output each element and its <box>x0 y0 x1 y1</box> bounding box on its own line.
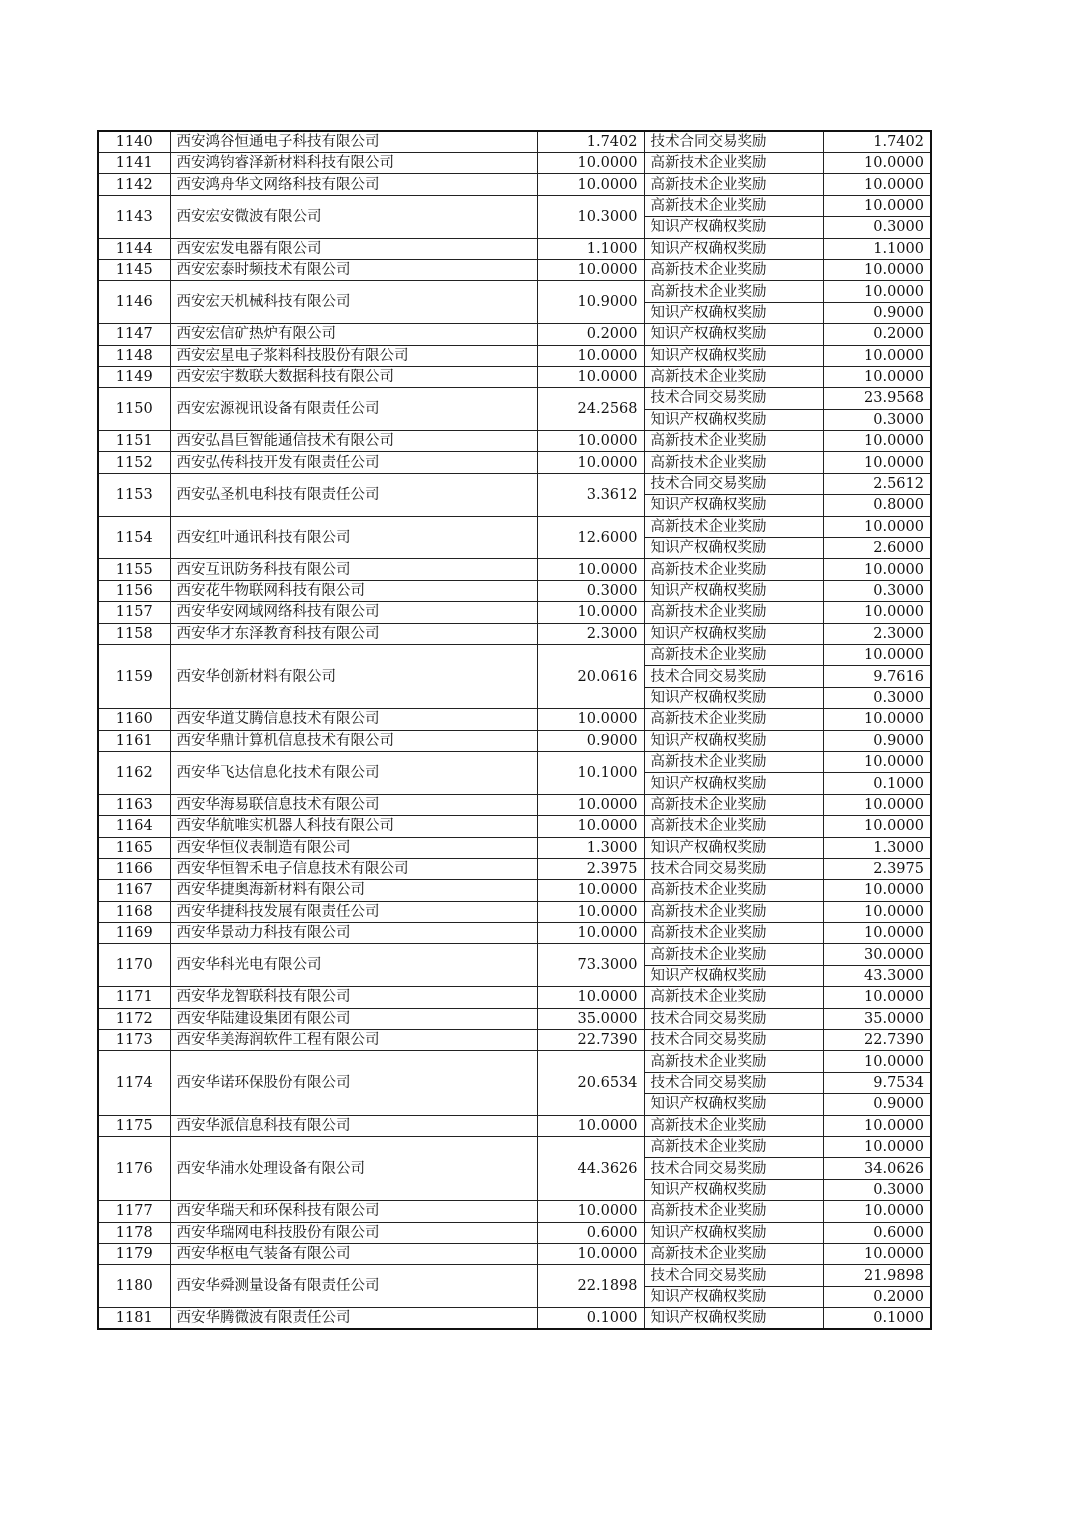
award-amount: 2.3975 <box>823 858 931 879</box>
row-index: 1171 <box>98 987 170 1008</box>
award-type: 高新技术企业奖励 <box>644 987 823 1008</box>
table-row <box>98 1265 931 1286</box>
company-name: 西安华创新材料有限公司 <box>170 644 537 708</box>
table-row <box>98 324 931 345</box>
award-type: 高新技术企业奖励 <box>644 195 823 216</box>
award-amount: 10.0000 <box>823 1115 931 1136</box>
total-amount: 10.0000 <box>537 987 644 1008</box>
table-row <box>98 923 931 944</box>
table-row <box>98 709 931 730</box>
company-name: 西安华美海润软件工程有限公司 <box>170 1030 537 1051</box>
award-type: 知识产权确权奖励 <box>644 730 823 751</box>
award-amount: 30.0000 <box>823 944 931 965</box>
award-type: 技术合同交易奖励 <box>644 473 823 494</box>
award-type: 高新技术企业奖励 <box>644 1051 823 1072</box>
award-type: 高新技术企业奖励 <box>644 174 823 195</box>
award-amount: 9.7616 <box>823 666 931 687</box>
total-amount: 10.3000 <box>537 195 644 238</box>
table-row <box>98 644 931 665</box>
row-index: 1173 <box>98 1030 170 1051</box>
award-amount: 2.5612 <box>823 473 931 494</box>
award-amount: 10.0000 <box>823 794 931 815</box>
total-amount: 20.6534 <box>537 1051 644 1115</box>
row-index: 1169 <box>98 923 170 944</box>
total-amount: 10.0000 <box>537 816 644 837</box>
table-row <box>98 516 931 537</box>
row-index: 1177 <box>98 1201 170 1222</box>
award-amount: 22.7390 <box>823 1030 931 1051</box>
award-amount: 1.3000 <box>823 837 931 858</box>
company-name: 西安华捷奥海新材料有限公司 <box>170 880 537 901</box>
table-row <box>98 452 931 473</box>
award-type: 高新技术企业奖励 <box>644 880 823 901</box>
table-row <box>98 1030 931 1051</box>
award-type: 技术合同交易奖励 <box>644 858 823 879</box>
total-amount: 3.3612 <box>537 473 644 516</box>
award-amount: 10.0000 <box>823 816 931 837</box>
award-amount: 10.0000 <box>823 923 931 944</box>
award-type: 高新技术企业奖励 <box>644 1243 823 1264</box>
award-type: 知识产权确权奖励 <box>644 1222 823 1243</box>
award-type: 技术合同交易奖励 <box>644 388 823 409</box>
award-amount: 10.0000 <box>823 1136 931 1157</box>
total-amount: 10.0000 <box>537 794 644 815</box>
award-type: 知识产权确权奖励 <box>644 217 823 238</box>
company-name: 西安华科光电有限公司 <box>170 944 537 987</box>
award-type: 技术合同交易奖励 <box>644 666 823 687</box>
total-amount: 10.1000 <box>537 751 644 794</box>
award-amount: 10.0000 <box>823 195 931 216</box>
total-amount: 10.0000 <box>537 901 644 922</box>
total-amount: 10.0000 <box>537 174 644 195</box>
row-index: 1150 <box>98 388 170 431</box>
award-type: 知识产权确权奖励 <box>644 345 823 366</box>
company-name: 西安鸿钧睿泽新材料科技有限公司 <box>170 153 537 174</box>
award-amount: 10.0000 <box>823 345 931 366</box>
award-amount: 0.9000 <box>823 1094 931 1115</box>
table-row <box>98 366 931 387</box>
award-amount: 0.9000 <box>823 302 931 323</box>
total-amount: 10.0000 <box>537 1243 644 1264</box>
table-row <box>98 1243 931 1264</box>
award-amount: 35.0000 <box>823 1008 931 1029</box>
row-index: 1178 <box>98 1222 170 1243</box>
row-index: 1175 <box>98 1115 170 1136</box>
award-amount: 0.3000 <box>823 687 931 708</box>
award-amount: 0.3000 <box>823 1179 931 1200</box>
row-index: 1164 <box>98 816 170 837</box>
award-amount: 43.3000 <box>823 965 931 986</box>
total-amount: 1.1000 <box>537 238 644 259</box>
company-name: 西安弘传科技开发有限责任公司 <box>170 452 537 473</box>
company-name: 西安华龙智联科技有限公司 <box>170 987 537 1008</box>
table-row <box>98 1115 931 1136</box>
table-row <box>98 944 931 965</box>
table-row <box>98 281 931 302</box>
company-name: 西安宏安微波有限公司 <box>170 195 537 238</box>
total-amount: 2.3975 <box>537 858 644 879</box>
company-name: 西安华瑞天和环保科技有限公司 <box>170 1201 537 1222</box>
award-type: 技术合同交易奖励 <box>644 1030 823 1051</box>
total-amount: 10.0000 <box>537 431 644 452</box>
award-type: 高新技术企业奖励 <box>644 153 823 174</box>
table-row <box>98 901 931 922</box>
award-amount: 1.1000 <box>823 238 931 259</box>
award-type: 知识产权确权奖励 <box>644 1308 823 1330</box>
row-index: 1155 <box>98 559 170 580</box>
award-amount: 10.0000 <box>823 901 931 922</box>
total-amount: 0.6000 <box>537 1222 644 1243</box>
company-name: 西安华诺环保股份有限公司 <box>170 1051 537 1115</box>
award-type: 高新技术企业奖励 <box>644 794 823 815</box>
award-amount: 10.0000 <box>823 259 931 280</box>
table-row <box>98 473 931 494</box>
table-row <box>98 816 931 837</box>
company-name: 西安宏源视讯设备有限责任公司 <box>170 388 537 431</box>
table-row <box>98 751 931 772</box>
award-table-body <box>98 131 931 1329</box>
award-amount: 34.0626 <box>823 1158 931 1179</box>
award-type: 高新技术企业奖励 <box>644 366 823 387</box>
award-type: 知识产权确权奖励 <box>644 1286 823 1307</box>
award-amount: 10.0000 <box>823 880 931 901</box>
award-type: 高新技术企业奖励 <box>644 709 823 730</box>
award-amount: 2.3000 <box>823 623 931 644</box>
company-name: 西安鸿谷恒通电子科技有限公司 <box>170 131 537 153</box>
total-amount: 1.3000 <box>537 837 644 858</box>
total-amount: 10.0000 <box>537 602 644 623</box>
company-name: 西安弘昌巨智能通信技术有限公司 <box>170 431 537 452</box>
company-name: 西安华浦水处理设备有限公司 <box>170 1136 537 1200</box>
award-type: 知识产权确权奖励 <box>644 324 823 345</box>
row-index: 1162 <box>98 751 170 794</box>
row-index: 1163 <box>98 794 170 815</box>
award-type: 高新技术企业奖励 <box>644 901 823 922</box>
award-type: 高新技术企业奖励 <box>644 816 823 837</box>
company-name: 西安花牛物联网科技有限公司 <box>170 580 537 601</box>
award-type: 高新技术企业奖励 <box>644 602 823 623</box>
company-name: 西安红叶通讯科技有限公司 <box>170 516 537 559</box>
company-name: 西安华舜测量设备有限责任公司 <box>170 1265 537 1308</box>
row-index: 1143 <box>98 195 170 238</box>
row-index: 1170 <box>98 944 170 987</box>
total-amount: 35.0000 <box>537 1008 644 1029</box>
row-index: 1168 <box>98 901 170 922</box>
award-type: 技术合同交易奖励 <box>644 1265 823 1286</box>
award-amount: 10.0000 <box>823 366 931 387</box>
total-amount: 10.0000 <box>537 559 644 580</box>
award-amount: 10.0000 <box>823 1051 931 1072</box>
award-amount: 0.6000 <box>823 1222 931 1243</box>
award-type: 知识产权确权奖励 <box>644 623 823 644</box>
award-amount: 10.0000 <box>823 1243 931 1264</box>
table-row <box>98 602 931 623</box>
company-name: 西安宏信矿热炉有限公司 <box>170 324 537 345</box>
award-type: 知识产权确权奖励 <box>644 1179 823 1200</box>
table-row <box>98 345 931 366</box>
award-amount: 10.0000 <box>823 602 931 623</box>
row-index: 1181 <box>98 1308 170 1330</box>
total-amount: 10.0000 <box>537 709 644 730</box>
award-type: 技术合同交易奖励 <box>644 1158 823 1179</box>
award-amount: 10.0000 <box>823 431 931 452</box>
total-amount: 10.0000 <box>537 452 644 473</box>
row-index: 1152 <box>98 452 170 473</box>
award-type: 高新技术企业奖励 <box>644 751 823 772</box>
table-row <box>98 623 931 644</box>
table-row <box>98 1051 931 1072</box>
award-type: 知识产权确权奖励 <box>644 495 823 516</box>
total-amount: 10.0000 <box>537 153 644 174</box>
award-type: 技术合同交易奖励 <box>644 1008 823 1029</box>
award-amount: 0.8000 <box>823 495 931 516</box>
company-name: 西安华鼎计算机信息技术有限公司 <box>170 730 537 751</box>
award-type: 高新技术企业奖励 <box>644 923 823 944</box>
total-amount: 24.2568 <box>537 388 644 431</box>
row-index: 1161 <box>98 730 170 751</box>
row-index: 1172 <box>98 1008 170 1029</box>
total-amount: 10.0000 <box>537 1201 644 1222</box>
total-amount: 22.7390 <box>537 1030 644 1051</box>
total-amount: 0.1000 <box>537 1308 644 1330</box>
row-index: 1156 <box>98 580 170 601</box>
table-row <box>98 431 931 452</box>
award-type: 高新技术企业奖励 <box>644 431 823 452</box>
company-name: 西安华捷科技发展有限责任公司 <box>170 901 537 922</box>
total-amount: 20.0616 <box>537 644 644 708</box>
table-row <box>98 1308 931 1330</box>
table-row <box>98 174 931 195</box>
company-name: 西安互讯防务科技有限公司 <box>170 559 537 580</box>
company-name: 西安宏天机械科技有限公司 <box>170 281 537 324</box>
table-row <box>98 794 931 815</box>
company-name: 西安华航唯实机器人科技有限公司 <box>170 816 537 837</box>
award-amount: 0.9000 <box>823 730 931 751</box>
total-amount: 10.0000 <box>537 345 644 366</box>
award-type: 高新技术企业奖励 <box>644 452 823 473</box>
award-amount: 0.3000 <box>823 409 931 430</box>
company-name: 西安华陆建设集团有限公司 <box>170 1008 537 1029</box>
total-amount: 10.0000 <box>537 923 644 944</box>
row-index: 1166 <box>98 858 170 879</box>
total-amount: 10.0000 <box>537 259 644 280</box>
award-table <box>97 130 932 1330</box>
company-name: 西安华景动力科技有限公司 <box>170 923 537 944</box>
award-amount: 0.1000 <box>823 1308 931 1330</box>
award-type: 知识产权确权奖励 <box>644 238 823 259</box>
company-name: 西安宏星电子浆料科技股份有限公司 <box>170 345 537 366</box>
row-index: 1151 <box>98 431 170 452</box>
company-name: 西安华恒智禾电子信息技术有限公司 <box>170 858 537 879</box>
award-type: 高新技术企业奖励 <box>644 559 823 580</box>
table-row <box>98 1201 931 1222</box>
award-type: 知识产权确权奖励 <box>644 837 823 858</box>
company-name: 西安华安网域网络科技有限公司 <box>170 602 537 623</box>
award-type: 知识产权确权奖励 <box>644 409 823 430</box>
company-name: 西安宏泰时频技术有限公司 <box>170 259 537 280</box>
table-row <box>98 238 931 259</box>
company-name: 西安华飞达信息化技术有限公司 <box>170 751 537 794</box>
award-type: 技术合同交易奖励 <box>644 131 823 153</box>
row-index: 1174 <box>98 1051 170 1115</box>
award-amount: 10.0000 <box>823 281 931 302</box>
row-index: 1160 <box>98 709 170 730</box>
award-type: 高新技术企业奖励 <box>644 259 823 280</box>
award-amount: 10.0000 <box>823 1201 931 1222</box>
row-index: 1142 <box>98 174 170 195</box>
total-amount: 10.0000 <box>537 880 644 901</box>
row-index: 1176 <box>98 1136 170 1200</box>
row-index: 1148 <box>98 345 170 366</box>
table-row <box>98 131 931 153</box>
total-amount: 10.0000 <box>537 1115 644 1136</box>
total-amount: 0.3000 <box>537 580 644 601</box>
row-index: 1159 <box>98 644 170 708</box>
table-row <box>98 987 931 1008</box>
award-type: 高新技术企业奖励 <box>644 516 823 537</box>
award-type: 高新技术企业奖励 <box>644 281 823 302</box>
table-row <box>98 580 931 601</box>
company-name: 西安鸿舟华文网络科技有限公司 <box>170 174 537 195</box>
total-amount: 1.7402 <box>537 131 644 153</box>
table-row <box>98 730 931 751</box>
award-amount: 10.0000 <box>823 987 931 1008</box>
company-name: 西安华恒仪表制造有限公司 <box>170 837 537 858</box>
award-type: 知识产权确权奖励 <box>644 965 823 986</box>
company-name: 西安华枢电气装备有限公司 <box>170 1243 537 1264</box>
table-row <box>98 559 931 580</box>
total-amount: 22.1898 <box>537 1265 644 1308</box>
company-name: 西安华海易联信息技术有限公司 <box>170 794 537 815</box>
table-row <box>98 858 931 879</box>
row-index: 1165 <box>98 837 170 858</box>
table-row <box>98 153 931 174</box>
award-amount: 10.0000 <box>823 452 931 473</box>
company-name: 西安华派信息科技有限公司 <box>170 1115 537 1136</box>
company-name: 西安华瑞网电科技股份有限公司 <box>170 1222 537 1243</box>
award-amount: 10.0000 <box>823 709 931 730</box>
company-name: 西安宏发电器有限公司 <box>170 238 537 259</box>
company-name: 西安华腾微波有限责任公司 <box>170 1308 537 1330</box>
table-row <box>98 1008 931 1029</box>
table-row <box>98 880 931 901</box>
row-index: 1154 <box>98 516 170 559</box>
company-name: 西安华道艾腾信息技术有限公司 <box>170 709 537 730</box>
award-type: 知识产权确权奖励 <box>644 302 823 323</box>
award-amount: 9.7534 <box>823 1072 931 1093</box>
table-row <box>98 1136 931 1157</box>
award-amount: 21.9898 <box>823 1265 931 1286</box>
company-name: 西安弘圣机电科技有限责任公司 <box>170 473 537 516</box>
table-row <box>98 1222 931 1243</box>
row-index: 1147 <box>98 324 170 345</box>
row-index: 1179 <box>98 1243 170 1264</box>
award-amount: 10.0000 <box>823 751 931 772</box>
total-amount: 73.3000 <box>537 944 644 987</box>
row-index: 1145 <box>98 259 170 280</box>
award-type: 知识产权确权奖励 <box>644 1094 823 1115</box>
award-amount: 10.0000 <box>823 174 931 195</box>
award-amount: 10.0000 <box>823 153 931 174</box>
award-type: 知识产权确权奖励 <box>644 773 823 794</box>
table-row <box>98 837 931 858</box>
award-amount: 23.9568 <box>823 388 931 409</box>
row-index: 1144 <box>98 238 170 259</box>
award-type: 高新技术企业奖励 <box>644 944 823 965</box>
row-index: 1157 <box>98 602 170 623</box>
company-name: 西安宏宇数联大数据科技有限公司 <box>170 366 537 387</box>
award-type: 高新技术企业奖励 <box>644 1136 823 1157</box>
award-type: 知识产权确权奖励 <box>644 580 823 601</box>
table-row <box>98 388 931 409</box>
total-amount: 44.3626 <box>537 1136 644 1200</box>
total-amount: 0.9000 <box>537 730 644 751</box>
table-row <box>98 259 931 280</box>
row-index: 1149 <box>98 366 170 387</box>
award-amount: 10.0000 <box>823 644 931 665</box>
total-amount: 10.0000 <box>537 366 644 387</box>
award-amount: 0.3000 <box>823 217 931 238</box>
total-amount: 0.2000 <box>537 324 644 345</box>
row-index: 1153 <box>98 473 170 516</box>
total-amount: 10.9000 <box>537 281 644 324</box>
award-amount: 0.2000 <box>823 1286 931 1307</box>
row-index: 1167 <box>98 880 170 901</box>
award-amount: 0.2000 <box>823 324 931 345</box>
company-name: 西安华才东泽教育科技有限公司 <box>170 623 537 644</box>
award-type: 高新技术企业奖励 <box>644 1115 823 1136</box>
award-amount: 0.1000 <box>823 773 931 794</box>
award-amount: 2.6000 <box>823 538 931 559</box>
award-amount: 1.7402 <box>823 131 931 153</box>
award-type: 知识产权确权奖励 <box>644 538 823 559</box>
total-amount: 12.6000 <box>537 516 644 559</box>
award-type: 技术合同交易奖励 <box>644 1072 823 1093</box>
row-index: 1141 <box>98 153 170 174</box>
award-type: 知识产权确权奖励 <box>644 687 823 708</box>
award-amount: 0.3000 <box>823 580 931 601</box>
total-amount: 2.3000 <box>537 623 644 644</box>
row-index: 1158 <box>98 623 170 644</box>
award-type: 高新技术企业奖励 <box>644 1201 823 1222</box>
row-index: 1140 <box>98 131 170 153</box>
award-amount: 10.0000 <box>823 516 931 537</box>
table-row <box>98 195 931 216</box>
row-index: 1180 <box>98 1265 170 1308</box>
award-amount: 10.0000 <box>823 559 931 580</box>
award-type: 高新技术企业奖励 <box>644 644 823 665</box>
row-index: 1146 <box>98 281 170 324</box>
